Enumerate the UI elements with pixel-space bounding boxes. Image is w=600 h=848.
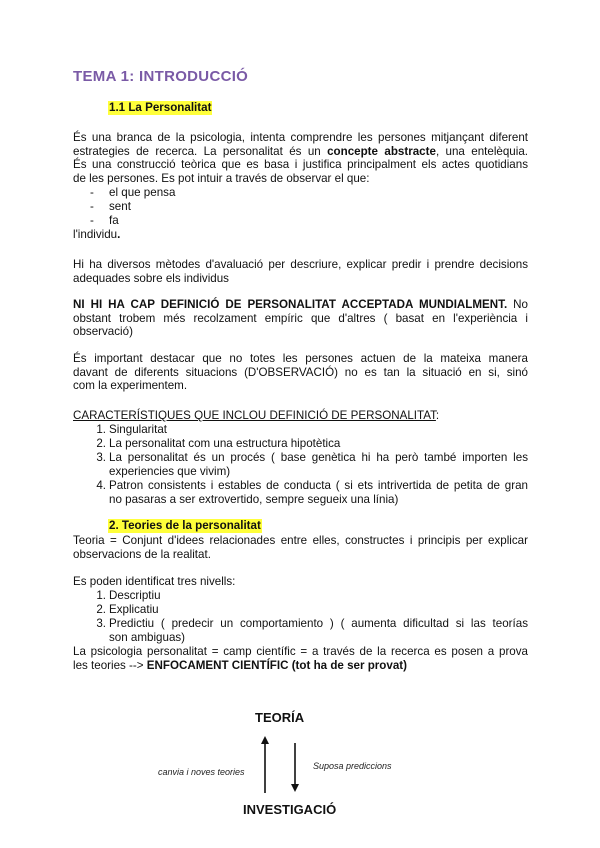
page-title: TEMA 1: INTRODUCCIÓ xyxy=(73,68,249,85)
paragraph-line: de les persones. Es pot intuir a través de observar el que: xyxy=(73,171,370,185)
list-item: sent xyxy=(109,200,131,213)
section-heading-teories: 2. Teories de la personalitat xyxy=(109,519,261,532)
list-item: Patron consistents i estables de conducta ( si ets intrivertida de petita de gran no pasaras a ser extrovertido, sempre segueix una línia) xyxy=(109,479,528,506)
paragraph-line: NI HI HA CAP DEFINICIÓ DE PERSONALITAT ACCEPTADA MUNDIALMENT. No xyxy=(73,298,529,311)
bold-phrase: ENFOCAMENT CIENTÍFIC (tot ha de ser provat) xyxy=(146,658,408,672)
list-number: 3. xyxy=(96,451,106,464)
paragraph-line: És important destacar que no totes les persones actuen de la mateixa manera xyxy=(73,352,528,365)
paragraph-line: Hi ha diversos mètodes d'avaluació per descriure, explicar predir i prendre decisions xyxy=(73,258,528,271)
paragraph-line: La psicologia personalitat = camp científic = a través de la recerca es posen a prova xyxy=(73,645,528,658)
list-number: 1. xyxy=(96,423,106,436)
list-number: 3. xyxy=(96,617,106,630)
paragraph-line: les teories --> ENFOCAMENT CIENTÍFIC (tot ha de ser provat) xyxy=(73,658,408,672)
list-item: el que pensa xyxy=(109,186,176,199)
dash-bullet: - xyxy=(90,214,94,227)
diagram-bottom-label: INVESTIGACIÓ xyxy=(243,802,337,817)
up-arrow-icon xyxy=(261,736,269,793)
list-number: 4. xyxy=(96,479,106,492)
paragraph-line: l'individu. xyxy=(73,228,121,241)
paragraph-line: obstant trobem més recolzament empíric que d'altres ( basat en l'experiència i xyxy=(73,311,528,325)
dash-bullet: - xyxy=(90,200,94,213)
paragraph-methods xyxy=(73,258,528,285)
bold-phrase: concepte abstracte xyxy=(327,144,436,158)
diagram-arrows xyxy=(255,735,305,795)
diagram-top-label: TEORÍA xyxy=(255,710,305,725)
diagram-left-label: canvia i noves teories xyxy=(158,767,245,777)
characteristics-heading: CARACTERÍSTIQUES QUE INCLOU DEFINICIÓ DE PERSONALITAT: xyxy=(73,409,440,422)
list-number: 2. xyxy=(96,603,106,616)
paragraph-line: És una branca de la psicologia, intenta comprendre les persones mitjançant diferent xyxy=(73,131,528,144)
list-number: 1. xyxy=(96,589,106,602)
paragraph-line: davant de diferents situacions (D'OBSERVACIÓ) no es tan la situació en si, sinó xyxy=(73,365,528,379)
section-heading-personalitat: 1.1 La Personalitat xyxy=(109,101,212,114)
list-item: Descriptiu xyxy=(109,589,161,602)
paragraph-theory-definition xyxy=(73,534,528,561)
down-arrow-icon xyxy=(291,743,299,792)
paragraph-line: observacions de la realitat. xyxy=(73,547,211,561)
paragraph-no-definition xyxy=(73,298,528,339)
paragraph-line: És una construcció teòrica que es basa i justifica principalment els actes quotidians xyxy=(73,158,528,172)
list-item: Explicatiu xyxy=(109,603,159,616)
list-item: La personalitat com una estructura hipotètica xyxy=(109,437,341,450)
bold-statement: NI HI HA CAP DEFINICIÓ DE PERSONALITAT ACCEPTADA MUNDIALMENT. xyxy=(73,298,508,311)
paragraph-line: adequades sobre els individus xyxy=(73,271,229,285)
list-item: Singularitat xyxy=(109,423,168,436)
list-item: La personalitat és un procés ( base genètica hi ha però també importen les experiencies que vivim) xyxy=(109,451,528,478)
paragraph-line: Teoria = Conjunt d'idees relacionades entre elles, constructes i principis per explicar xyxy=(73,534,528,547)
paragraph-levels-intro: Es poden identificat tres nivells: xyxy=(73,575,236,588)
paragraph-definition xyxy=(73,131,528,185)
paragraph-line: observació) xyxy=(73,325,133,339)
paragraph-importance xyxy=(73,352,528,393)
list-item: fa xyxy=(109,214,119,227)
list-number: 2. xyxy=(96,437,106,450)
list-item: Predictiu ( predecir un comportamiento ) ( aumenta dificultad si las teorías son ambiguas) xyxy=(109,617,528,644)
paragraph-line: com la experimentem. xyxy=(73,379,188,393)
diagram-right-label: Suposa prediccions xyxy=(313,761,392,771)
paragraph-scientific-field xyxy=(73,645,528,672)
paragraph-line: estrategies de recerca. La personalitat és un concepte abstracte, una entelèquia. xyxy=(73,144,528,158)
dash-bullet: - xyxy=(90,186,94,199)
